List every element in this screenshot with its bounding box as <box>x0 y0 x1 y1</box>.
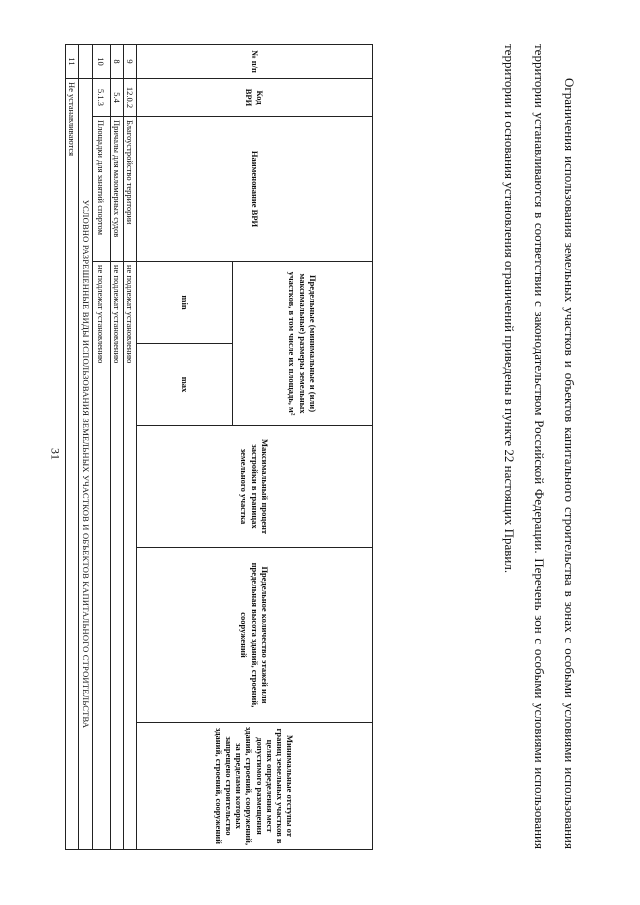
conditional-title: УСЛОВНО РАЗРЕШЕННЫЕ ВИДЫ ИСПОЛЬЗОВАНИЯ ЗЕМЕЛЬНЫХ УЧАСТКОВ И ОБЪЕКТОВ КАПИТАЛЬНОГО СТРОИТЕЛЬСТВА <box>79 79 92 850</box>
header-sizes: Предельные (минимальные и (или) максимальные) размеры земельных участков, в том числе их площадь, м² <box>233 262 373 426</box>
row-name: Благоустройство территории <box>123 117 136 262</box>
page-number: 31 <box>48 448 63 460</box>
zone-table-container <box>67 44 373 849</box>
zone-table-rotated <box>67 44 373 849</box>
header-max: max <box>137 344 233 426</box>
header-setbacks: Минимальные отступы от границ земельных участков в целях определения мест допустимого размещения зданий, строений, сооружений, за пределами которых запрещено строительство зданий, строений, сооружений <box>137 723 373 850</box>
row-name: Площадки для занятий спортом <box>92 117 110 262</box>
row-sizes: не подлежат установлению <box>110 262 123 850</box>
header-floors: Предельное количество этажей или предельная высота зданий, строений, сооружений <box>137 548 373 723</box>
row-num: 11 <box>66 45 79 79</box>
body-paragraph: Ограничения использования земельных участков и объектов капитального строительства в зонах с особыми условиями использования территории устанавливаются в соответствии с законодательством Российской Федерации. Перечень зон с особыми условиями использования территории и основания установления ограничений приведены в пункте 22 настоящих Правил. <box>502 44 577 849</box>
row-code: 12.0.2 <box>123 79 136 117</box>
row-code: 5.4 <box>110 79 123 117</box>
table-row <box>123 45 136 850</box>
row-code: 5.1.3 <box>92 79 110 117</box>
row-sizes: не подлежат установлению <box>92 262 110 850</box>
table-row <box>110 45 123 850</box>
header-max-percent: Максимальный процент застройки в границах земельного участка <box>137 426 373 548</box>
header-name: Наименование ВРИ <box>137 117 373 262</box>
row-num: 10 <box>92 45 110 79</box>
row-sizes: не подлежат установлению <box>123 262 136 850</box>
row-name: Причалы для маломерных судов <box>110 117 123 262</box>
conditional-section-row <box>79 45 92 850</box>
row-num: 8 <box>110 45 123 79</box>
header-min: min <box>137 262 233 344</box>
row-text: Не устанавливаются <box>66 79 79 850</box>
header-num: № п/п <box>137 45 373 79</box>
header-code: Код ВРИ <box>137 79 373 117</box>
zone-regulations-table <box>65 44 373 850</box>
body-text-rotated <box>384 44 584 849</box>
table-row <box>92 45 110 850</box>
row-num: 9 <box>123 45 136 79</box>
body-text-container <box>384 44 584 849</box>
table-row <box>66 45 79 850</box>
